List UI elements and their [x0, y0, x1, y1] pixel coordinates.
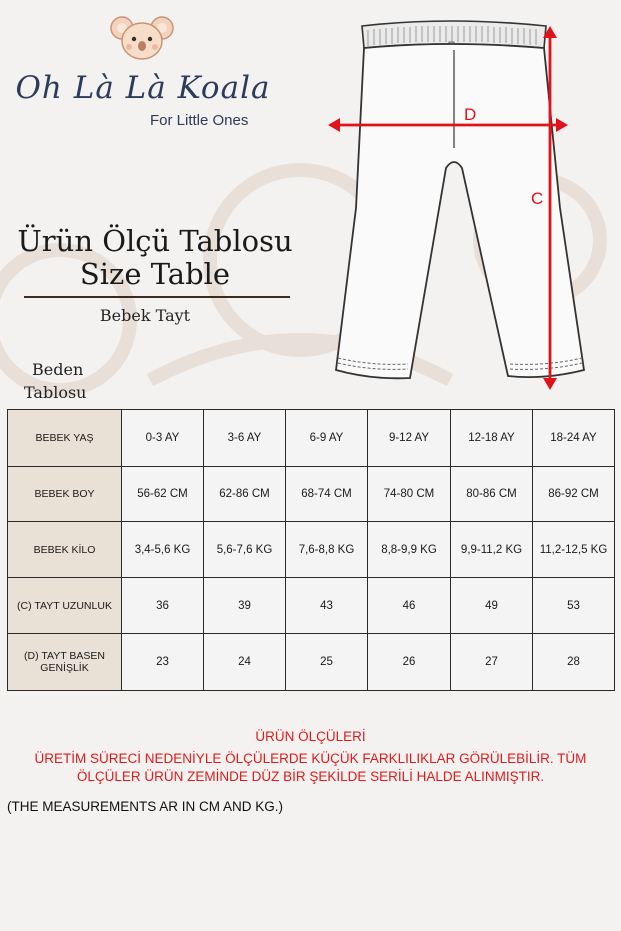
table-cell: 27 — [451, 634, 533, 691]
table-cell: 56-62 CM — [122, 467, 204, 522]
notice-line-1: ÜRETİM SÜRECİ NEDENİYLE ÖLÇÜLERDE KÜÇÜK FARKLILIKLAR GÖRÜLEBİLİR. TÜM — [34, 751, 587, 766]
header-col: 9-12 AY — [368, 410, 451, 467]
table-cell: 11,2-12,5 KG — [533, 522, 615, 578]
table-cell: 26 — [368, 634, 451, 691]
caption-line-2: Tablosu — [24, 383, 87, 402]
table-cell: 24 — [204, 634, 286, 691]
table-row — [8, 634, 615, 691]
table-cell: 23 — [122, 634, 204, 691]
product-name: Bebek Tayt — [99, 306, 191, 325]
brand-tagline: For Little Ones — [150, 112, 249, 129]
leggings-diagram — [328, 8, 598, 403]
table-cell: 5,6-7,6 KG — [204, 522, 286, 578]
header-col: 0-3 AY — [122, 410, 204, 467]
header-col: 18-24 AY — [533, 410, 615, 467]
table-cell: 36 — [122, 578, 204, 634]
units-note: (THE MEASUREMENTS AR IN CM AND KG.) — [7, 799, 284, 814]
table-cell: 7,6-8,8 KG — [286, 522, 368, 578]
table-cell: 49 — [451, 578, 533, 634]
row-label: (C) TAYT UZUNLUK — [8, 578, 122, 634]
size-table — [7, 409, 615, 691]
table-row — [8, 578, 615, 634]
row-label: BEBEK BOY — [8, 467, 122, 522]
table-row — [8, 467, 615, 522]
leggings-body — [336, 44, 584, 378]
table-cell: 43 — [286, 578, 368, 634]
title-divider — [24, 296, 290, 298]
table-cell: 25 — [286, 634, 368, 691]
header-col: 3-6 AY — [204, 410, 286, 467]
koala-logo-icon — [108, 14, 176, 64]
caption-line-1: Beden — [32, 360, 84, 379]
table-cell: 74-80 CM — [368, 467, 451, 522]
table-cell: 46 — [368, 578, 451, 634]
length-label: C — [531, 189, 544, 208]
table-cell: 68-74 CM — [286, 467, 368, 522]
header-col: 12-18 AY — [451, 410, 533, 467]
header-label: BEBEK YAŞ — [8, 410, 122, 467]
table-cell: 28 — [533, 634, 615, 691]
header-col: 6-9 AY — [286, 410, 368, 467]
table-header-row — [8, 410, 615, 467]
notice-line-2: ÖLÇÜLER ÜRÜN ZEMİNDE DÜZ BİR ŞEKİLDE SERİLİ HALDE ALINMIŞTIR. — [76, 769, 545, 784]
table-cell: 80-86 CM — [451, 467, 533, 522]
row-label: BEBEK KİLO — [8, 522, 122, 578]
width-label: D — [464, 105, 477, 124]
notice-heading: ÜRÜN ÖLÇÜLERİ — [255, 729, 366, 744]
table-row — [8, 522, 615, 578]
table-cell: 86-92 CM — [533, 467, 615, 522]
row-label: (D) TAYT BASEN GENİŞLİK — [8, 634, 122, 691]
table-cell: 8,8-9,9 KG — [368, 522, 451, 578]
table-cell: 3,4-5,6 KG — [122, 522, 204, 578]
brand-name: Oh Là Là Koala — [15, 70, 271, 106]
table-cell: 53 — [533, 578, 615, 634]
brand-logo — [0, 0, 300, 140]
size-table-caption — [24, 358, 86, 404]
table-cell: 39 — [204, 578, 286, 634]
page-title-en: Size Table — [79, 257, 231, 291]
page-title-tr: Ürün Ölçü Tablosu — [17, 224, 293, 258]
table-cell: 9,9-11,2 KG — [451, 522, 533, 578]
table-cell: 62-86 CM — [204, 467, 286, 522]
